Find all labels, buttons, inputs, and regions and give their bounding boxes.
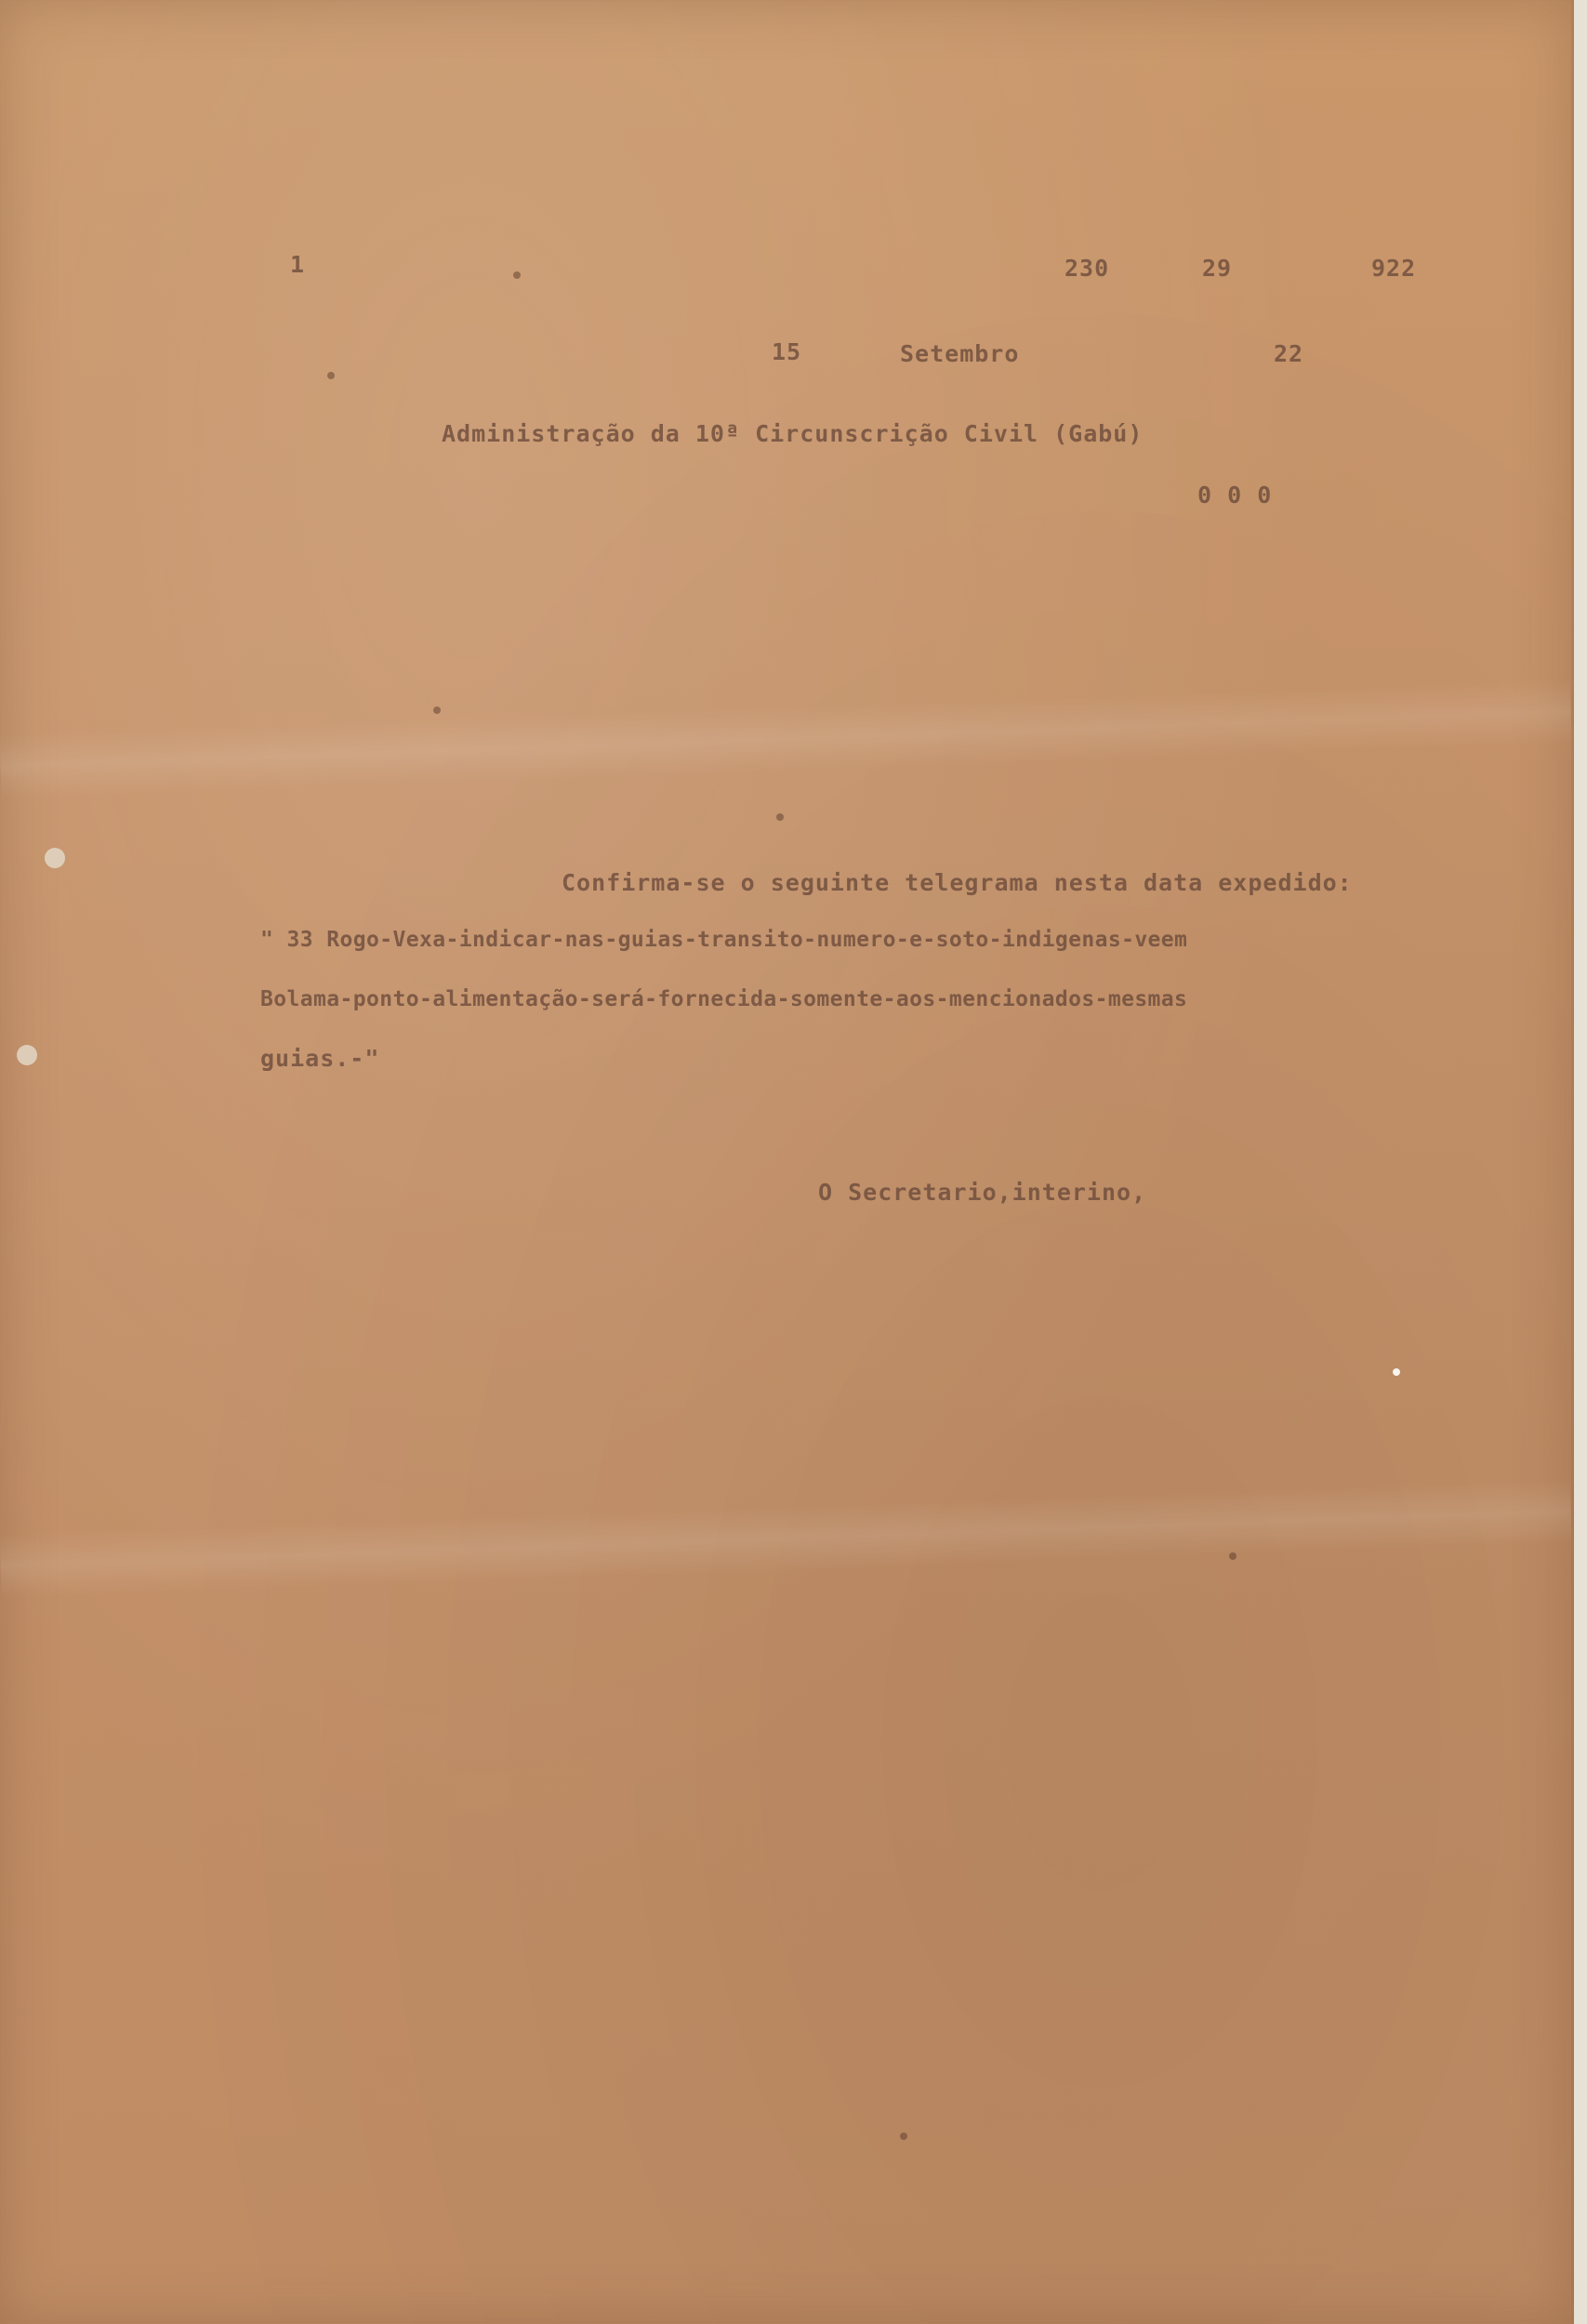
body-line: guias.-" xyxy=(260,1045,380,1072)
date-month: Setembro xyxy=(900,340,1020,367)
ink-speck xyxy=(327,372,335,379)
ink-speck xyxy=(513,271,521,279)
ink-speck xyxy=(1229,1552,1237,1560)
separator: 0 0 0 xyxy=(1197,482,1273,508)
body-line: Bolama-ponto-alimentação-será-fornecida-somente-aos-mencionados-mesmas xyxy=(260,987,1188,1011)
reference-number: 230 xyxy=(1065,255,1110,282)
signature-line: O Secretario,interino, xyxy=(818,1179,1147,1206)
punch-hole xyxy=(45,848,65,868)
punch-hole xyxy=(17,1045,37,1065)
date-year: 22 xyxy=(1274,340,1304,367)
page-number: 1 xyxy=(290,251,306,278)
ink-speck xyxy=(433,706,441,714)
body-line: " 33 Rogo-Vexa-indicar-nas-guias-transito-numero-e-soto-indigenas-veem xyxy=(260,928,1188,952)
paper-fold xyxy=(0,680,1572,799)
addressee: Administração da 10ª Circunscrição Civil (Gabú) xyxy=(442,420,1144,447)
paper-fold xyxy=(0,1479,1572,1599)
date-day: 15 xyxy=(772,338,802,365)
ink-speck xyxy=(900,2133,907,2140)
reference-number: 922 xyxy=(1371,255,1417,282)
reference-number: 29 xyxy=(1202,255,1233,282)
paper-speck xyxy=(1393,1368,1400,1376)
body-line: Confirma-se o seguinte telegrama nesta data expedido: xyxy=(562,869,1353,896)
ink-speck xyxy=(776,813,784,821)
